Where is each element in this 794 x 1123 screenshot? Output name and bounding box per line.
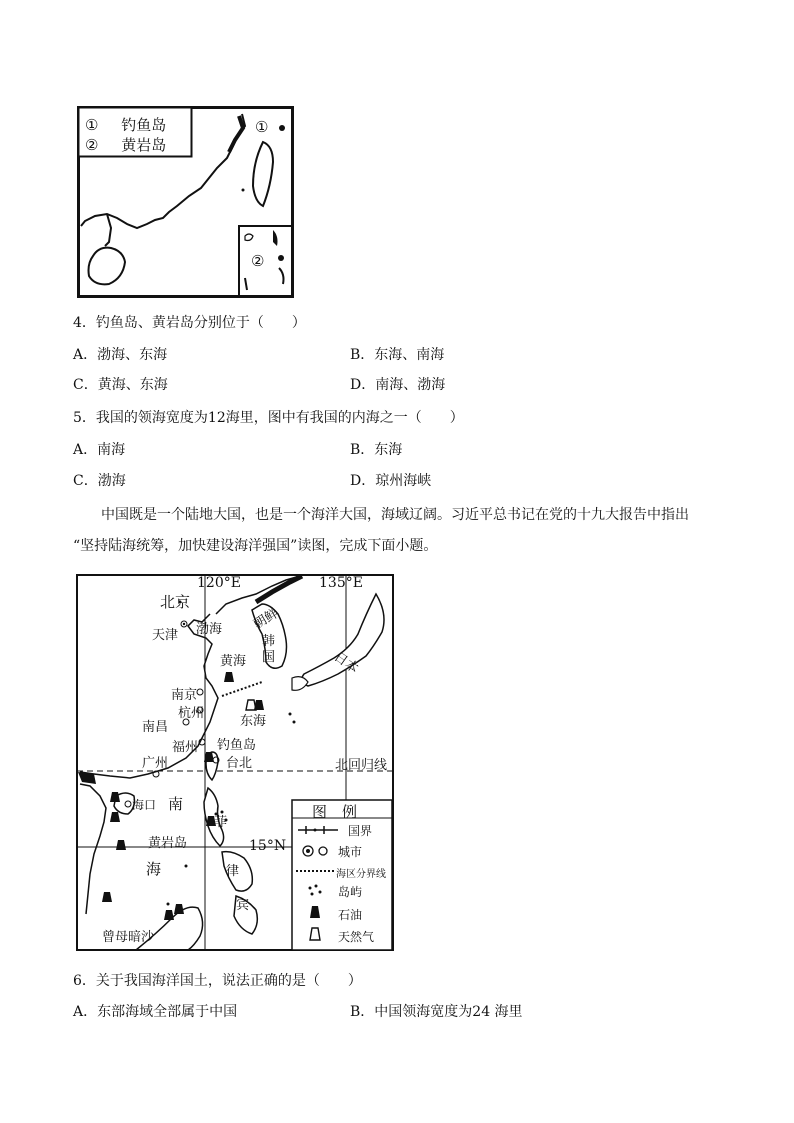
question-4-stem: 4．钓鱼岛、黄岩岛分别位于（ ） bbox=[73, 315, 306, 331]
label-hangzhou: 杭州 bbox=[178, 706, 205, 721]
q6-option-b[interactable]: B．中国领海宽度为24 海里 bbox=[350, 1004, 523, 1020]
legend-oil-label: 石油 bbox=[338, 908, 363, 922]
label-huangyandao: 黄岩岛 bbox=[148, 836, 188, 851]
label-haikou: 海口 bbox=[132, 798, 157, 812]
q4-option-d[interactable]: D．南海、渤海 bbox=[350, 377, 446, 393]
legend-gas-label: 天然气 bbox=[338, 930, 375, 944]
map-1-marker-2: ② bbox=[251, 252, 265, 270]
legend-2-num: ② bbox=[85, 136, 99, 154]
lat-15-label: 15°N bbox=[249, 838, 287, 854]
map-1-marker-1: ① bbox=[255, 118, 269, 136]
legend-2-name: 黄岩岛 bbox=[121, 136, 167, 154]
map-1-legend-row-2 bbox=[85, 134, 166, 155]
legend-city-label: 城市 bbox=[338, 845, 363, 859]
legend-1-num: ① bbox=[85, 116, 99, 134]
question-6-stem: 6．关于我国海洋国土，说法正确的是（ ） bbox=[73, 973, 362, 989]
q5-option-c[interactable]: C．渤海 bbox=[73, 473, 126, 489]
map-2 bbox=[76, 574, 394, 951]
label-nanchang: 南昌 bbox=[142, 720, 169, 735]
legend-title: 图 例 bbox=[312, 803, 358, 821]
label-guo: 国 bbox=[262, 650, 276, 665]
map-1-legend-row-1 bbox=[85, 114, 166, 135]
label-nan: 南 bbox=[168, 795, 184, 813]
label-han: 韩 bbox=[262, 634, 276, 649]
lon-135-label: 135°E bbox=[319, 575, 363, 591]
label-guangzhou: 广州 bbox=[142, 756, 169, 771]
legend-sea-boundary-label: 海区分界线 bbox=[336, 869, 386, 880]
label-tianjin: 天津 bbox=[152, 628, 179, 643]
legend-island-label: 岛屿 bbox=[338, 885, 363, 899]
q4-option-b[interactable]: B．东海、南海 bbox=[350, 347, 445, 363]
label-bohai: 渤海 bbox=[196, 622, 223, 637]
map-1 bbox=[77, 106, 294, 298]
label-fuzhou: 福州 bbox=[172, 740, 199, 755]
label-huanghai: 黄海 bbox=[220, 654, 247, 669]
passage-line-1: 中国既是一个陆地大国，也是一个海洋大国，海域辽阔。习近平总书记在党的十九大报告中指出 bbox=[101, 507, 689, 523]
lon-120-label: 120°E bbox=[197, 575, 241, 591]
q4-option-c[interactable]: C．黄海、东海 bbox=[73, 377, 168, 393]
question-5-stem: 5．我国的领海宽度为12海里，图中有我国的内海之一（ ） bbox=[73, 410, 464, 426]
tropic-label: 北回归线 bbox=[335, 758, 388, 773]
legend-1-name: 钓鱼岛 bbox=[121, 116, 167, 134]
q6-option-a[interactable]: A．东部海域全部属于中国 bbox=[73, 1004, 238, 1020]
label-fei: 菲 bbox=[214, 815, 228, 830]
label-nanjing: 南京 bbox=[171, 688, 198, 703]
label-chaoxian: 朝鲜 bbox=[250, 606, 282, 633]
label-diaoyudao: 钓鱼岛 bbox=[217, 738, 257, 753]
label-taibei: 台北 bbox=[226, 756, 253, 771]
q5-option-a[interactable]: A．南海 bbox=[73, 442, 126, 458]
q4-option-a[interactable]: A．渤海、东海 bbox=[73, 347, 168, 363]
label-hai: 海 bbox=[146, 860, 162, 878]
q5-option-b[interactable]: B．东海 bbox=[350, 442, 403, 458]
label-zengmuansha: 曾母暗沙 bbox=[102, 930, 155, 945]
label-riben: 日本 bbox=[330, 649, 361, 677]
q5-option-d[interactable]: D．琼州海峡 bbox=[350, 473, 432, 489]
legend-border-label: 国界 bbox=[348, 824, 373, 838]
label-bin: 宾 bbox=[236, 898, 250, 913]
passage-line-2: “坚持陆海统筹，加快建设海洋强国”读图，完成下面小题。 bbox=[73, 538, 438, 554]
label-donghai: 东海 bbox=[240, 714, 267, 729]
label-beijing: 北京 bbox=[160, 593, 191, 611]
label-lv: 律 bbox=[226, 864, 240, 879]
